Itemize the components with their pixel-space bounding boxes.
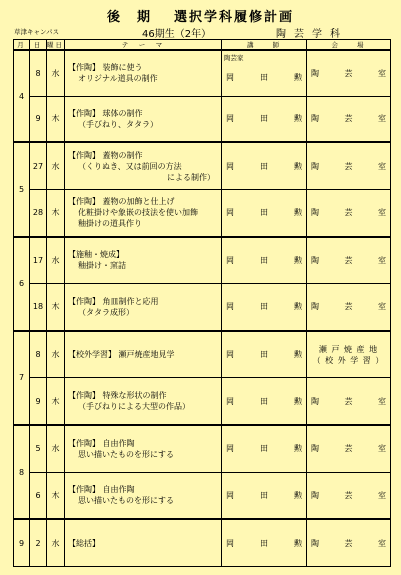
page-title bbox=[0, 6, 401, 25]
table-row bbox=[14, 50, 391, 96]
instructor-cell: 岡 田 勲 bbox=[222, 142, 307, 189]
instructor-note: 陶芸家 bbox=[224, 54, 244, 63]
theme-cell: 【校外学習】 瀬戸焼産地見学 bbox=[65, 331, 222, 378]
theme-line: 【作陶】 装飾に使う bbox=[68, 63, 143, 73]
table-row: 6 木 【作陶】 自由作陶 思い描いたものを形にする 岡 田 勲 陶 芸 室 bbox=[14, 472, 391, 519]
venue-cell: 陶 芸 室 bbox=[307, 189, 391, 236]
instructor-cell: 岡 田 勲 bbox=[222, 284, 307, 331]
theme-cell: 【作陶】 自由作陶 思い描いたものを形にする bbox=[65, 425, 222, 472]
title-main: 選択学科履修計画 bbox=[174, 10, 295, 25]
table-row: 5 27 水 【作陶】 蓋物の制作 （くりぬき、又は前回の方法 による制作） 岡 田 勲 陶 芸 室 bbox=[14, 142, 391, 189]
month-cell: 6 bbox=[14, 237, 30, 331]
cohort-label: 46期生（2年） bbox=[142, 29, 212, 40]
instructor-cell: 岡 田 勲 bbox=[222, 331, 307, 378]
col-weekday: 曜日 bbox=[47, 41, 64, 49]
theme-cell: 【作陶】 蓋物の制作 （くりぬき、又は前回の方法 による制作） bbox=[65, 142, 222, 189]
instructor-cell: 岡 田 勲 bbox=[222, 378, 307, 425]
theme-cell bbox=[65, 50, 222, 96]
col-day: 日 bbox=[30, 40, 47, 51]
venue-cell: 陶 芸 室 bbox=[307, 96, 391, 142]
instructor-cell: 岡 田 勲 bbox=[222, 96, 307, 142]
venue-cell: 陶 芸 室 bbox=[307, 519, 391, 566]
col-theme: テ ー マ bbox=[65, 40, 222, 51]
campus-label: 草津キャンパス bbox=[14, 28, 60, 36]
instructor-cell: 岡 田 勲 bbox=[222, 519, 307, 566]
theme-cell: 【作陶】 特殊な形状の制作 （手びねりによる大型の作品） bbox=[65, 378, 222, 425]
table-row: 9 木 【作陶】 球体の制作 （手びねり、タタラ） 岡 田 勲 陶 芸 室 bbox=[14, 96, 391, 142]
month-cell: 4 bbox=[14, 50, 30, 142]
month-cell: 9 bbox=[14, 519, 30, 566]
venue-cell: 陶 芸 室 bbox=[307, 472, 391, 519]
col-instructor: 講 師 bbox=[222, 40, 307, 51]
schedule-table bbox=[13, 39, 391, 567]
table-row: 9 木 【作陶】 特殊な形状の制作 （手びねりによる大型の作品） 岡 田 勲 陶 芸 室 bbox=[14, 378, 391, 425]
department-label: 陶芸学科 bbox=[276, 29, 348, 40]
table-row: 6 17 水 【施釉・焼成】 釉掛け・窯詰 岡 田 勲 陶 芸 室 bbox=[14, 237, 391, 284]
table-header-row bbox=[14, 40, 391, 51]
venue-cell: 陶 芸 室 bbox=[307, 425, 391, 472]
instructor-cell: 岡 田 勲 bbox=[222, 237, 307, 284]
month-cell: 5 bbox=[14, 142, 30, 236]
theme-cell: 【施釉・焼成】 釉掛け・窯詰 bbox=[65, 237, 222, 284]
col-month: 月 bbox=[14, 40, 30, 51]
theme-cell: 【総括】 bbox=[65, 519, 222, 566]
instructor-cell: 岡 田 勲 bbox=[222, 472, 307, 519]
month-cell: 8 bbox=[14, 425, 30, 519]
day-cell: 8 bbox=[30, 50, 47, 96]
col-venue: 会 場 bbox=[307, 40, 391, 51]
venue-cell: 陶 芸 室 bbox=[307, 50, 391, 96]
theme-cell: 【作陶】 角皿制作と応用 （タタラ成形） bbox=[65, 284, 222, 331]
instructor-cell: 岡 田 勲 bbox=[222, 189, 307, 236]
weekday-cell: 水 bbox=[47, 50, 65, 96]
venue-cell: 陶 芸 室 bbox=[307, 142, 391, 189]
table-row: 28 木 【作陶】 蓋物の加飾と仕上げ 化粧掛けや象嵌の技法を使い加飾 釉掛けの道具作り 岡 田 勲 陶 芸 室 bbox=[14, 189, 391, 236]
venue-cell: 瀬 戸 焼 産 地 （ 校 外 学 習 ） bbox=[307, 331, 391, 378]
theme-cell: 【作陶】 自由作陶 思い描いたものを形にする bbox=[65, 472, 222, 519]
theme-cell: 【作陶】 蓋物の加飾と仕上げ 化粧掛けや象嵌の技法を使い加飾 釉掛けの道具作り bbox=[65, 189, 222, 236]
table-row: 18 木 【作陶】 角皿制作と応用 （タタラ成形） 岡 田 勲 陶 芸 室 bbox=[14, 284, 391, 331]
theme-line: オリジナル道具の制作 bbox=[78, 74, 158, 84]
venue-cell: 陶 芸 室 bbox=[307, 237, 391, 284]
venue-cell: 陶 芸 室 bbox=[307, 378, 391, 425]
table-row: 8 5 水 【作陶】 自由作陶 思い描いたものを形にする 岡 田 勲 陶 芸 室 bbox=[14, 425, 391, 472]
venue-cell: 陶 芸 室 bbox=[307, 284, 391, 331]
table-row: 7 8 水 【校外学習】 瀬戸焼産地見学 岡 田 勲 瀬 戸 焼 産 地 （ 校 外 学 習 ） bbox=[14, 331, 391, 378]
table-row: 9 2 水 【総括】 岡 田 勲 陶 芸 室 bbox=[14, 519, 391, 566]
instructor-cell: 岡 田 勲 bbox=[222, 425, 307, 472]
month-cell: 7 bbox=[14, 331, 30, 425]
instructor-cell: 陶芸家 岡 田 勲 bbox=[222, 50, 307, 96]
theme-cell: 【作陶】 球体の制作 （手びねり、タタラ） bbox=[65, 96, 222, 142]
title-term: 後 期 bbox=[106, 10, 152, 25]
